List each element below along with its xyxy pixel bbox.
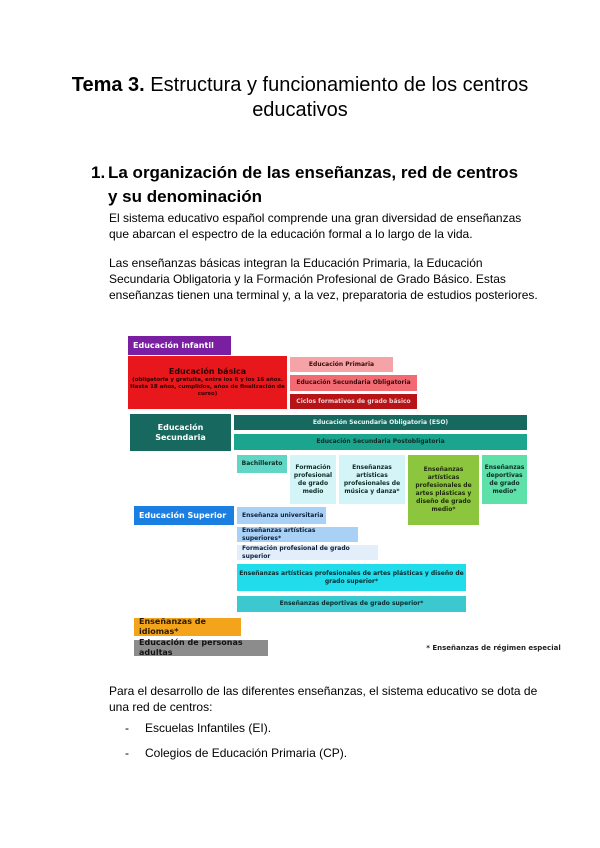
bullet-text: Escuelas Infantiles (EI).: [145, 721, 272, 735]
box-universitaria: Enseñanza universitaria: [237, 507, 326, 524]
box-fp-medio: Formación profesional de grado medio: [290, 455, 336, 504]
box-artisticas-superiores: Enseñanzas artísticas superiores*: [237, 527, 358, 542]
box-secundaria: Educación Secundaria: [130, 414, 231, 451]
box-primaria: Educación Primaria: [290, 357, 393, 372]
paragraph-1: El sistema educativo español comprende una gran diversidad de enseñanzas que abarcan el espectro de la educación formal a lo largo de la vida.: [109, 211, 522, 241]
box-superior: Educación Superior: [134, 506, 234, 525]
section-number: 1.: [91, 163, 106, 182]
box-deportivas-medio: Enseñanzas deportivas de grado medio*: [482, 455, 527, 504]
box-fp-superior: Formación profesional de grado superior: [237, 545, 378, 560]
box-infantil: Educación infantil: [128, 336, 231, 355]
box-bachillerato: Bachillerato: [237, 455, 287, 473]
title-bold: Tema 3.: [71, 74, 145, 96]
bullet-dash: -: [125, 746, 129, 760]
section-heading-text: La organización de las enseñanzas, red de centros y su denominación: [108, 163, 519, 206]
box-fp-basico: Ciclos formativos de grado básico: [290, 394, 417, 409]
box-artes-plasticas-medio: Enseñanzas artísticas profesionales de artes plásticas y diseño de grado medio*: [408, 455, 479, 525]
box-eso: Educación Secundaria Obligatoria: [290, 375, 417, 391]
box-eso-full: Educación Secundaria Obligatoria (ESO): [234, 415, 527, 430]
box-artes-plasticas-superior: Enseñanzas artísticas profesionales de artes plásticas y diseño de grado superior*: [237, 564, 466, 591]
diagram-note: * Enseñanzas de régimen especial: [426, 643, 561, 652]
paragraph-2: Las enseñanzas básicas integran la Educación Primaria, la Educación Secundaria Obligatoria y la Formación Profesional de Grado Básico. Estas enseñanzas tienen una terminal y, a la vez, preparatoria de estudios posteriores.: [109, 256, 538, 302]
bullet-dash: -: [125, 721, 129, 735]
box-deportivas-superior: Enseñanzas deportivas de grado superior*: [237, 596, 466, 612]
paragraph-3: Para el desarrollo de las diferentes enseñanzas, el sistema educativo se dota de una red de centros:: [109, 684, 538, 714]
box-adultos: Educación de personas adultas: [134, 640, 268, 656]
box-idiomas: Enseñanzas de idiomas*: [134, 618, 241, 636]
box-basica: [128, 356, 287, 409]
bullet-text: Colegios de Educación Primaria (CP).: [145, 746, 348, 760]
box-musica-danza: Enseñanzas artísticas profesionales de música y danza*: [339, 455, 405, 504]
title-rest: Estructura y funcionamiento de los centros educativos: [144, 74, 529, 121]
box-basica-title: Educación básica: [168, 367, 247, 376]
box-basica-desc: (obligatoria y gratuita, entre los 6 y los 16 años. Hasta 18 años, cumplidos, años de finalización de curso): [130, 377, 285, 397]
box-postobligatoria: Educación Secundaria Postobligatoria: [234, 434, 527, 450]
